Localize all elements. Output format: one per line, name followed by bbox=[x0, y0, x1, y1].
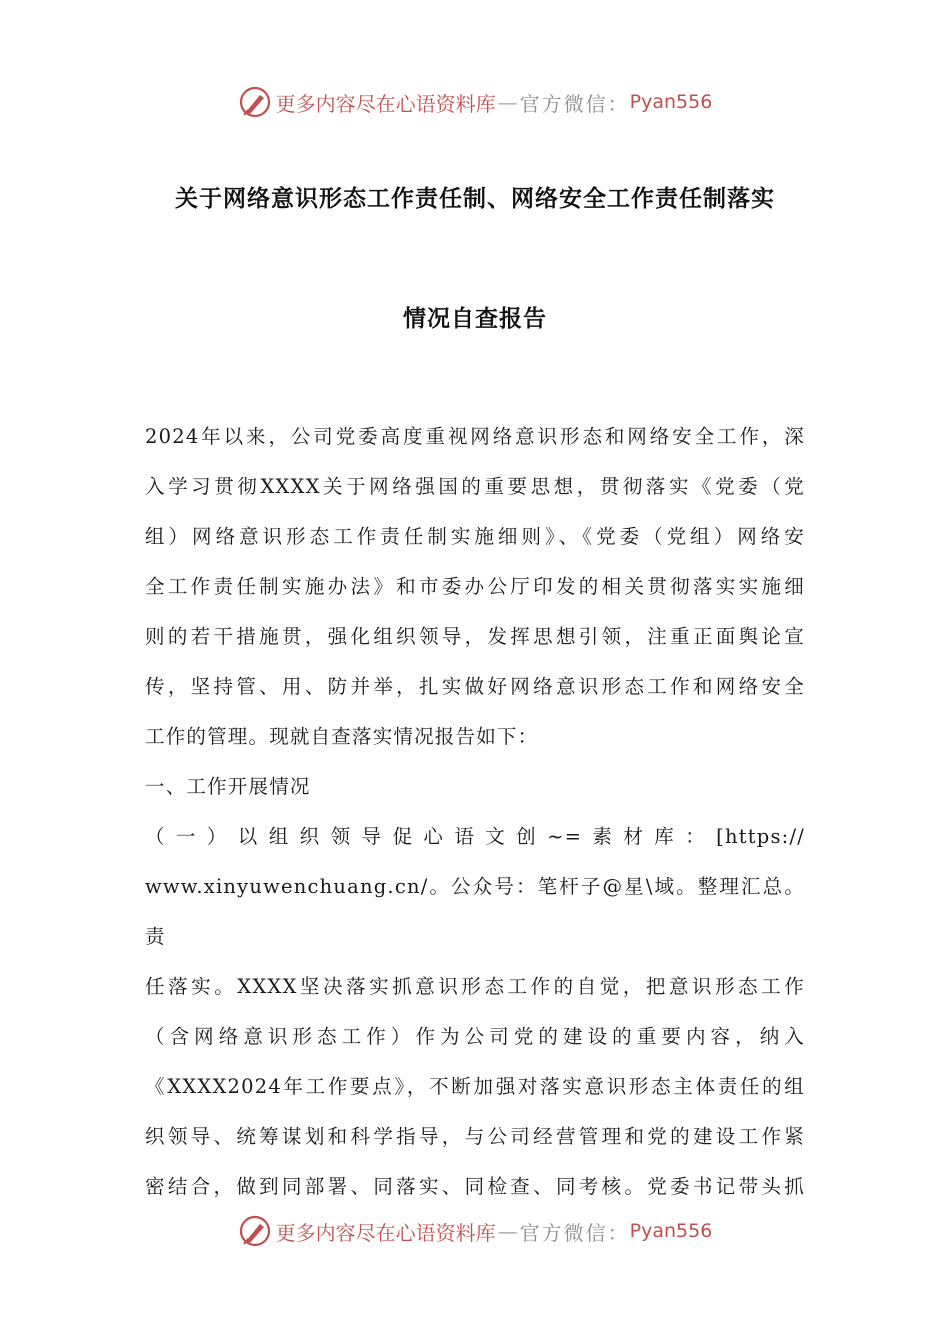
body-line: 织领导、统筹谋划和科学指导，与公司经营管理和党的建设工作紧 bbox=[145, 1125, 805, 1148]
body-line: 传，坚持管、用、防并举，扎实做好网络意识形态工作和网络安全 bbox=[145, 675, 805, 698]
watermark-text: 更多内容尽在心语资料库 bbox=[275, 91, 496, 116]
body-line: （含网络意识形态工作）作为公司党的建设的重要内容，纳入 bbox=[145, 1025, 805, 1048]
body-line: www.xinyuwenchuang.cn/。公众号：笔杆子@星\域。整理汇总。责 bbox=[145, 875, 805, 948]
body-line: 密结合，做到同部署、同落实、同检查、同考核。党委书记带头抓 bbox=[145, 1175, 805, 1198]
watermark-dash: — bbox=[497, 90, 518, 114]
watermark-dash: — bbox=[497, 1219, 518, 1243]
document-title-line1: 关于网络意识形态工作责任制、网络安全工作责任制落实 bbox=[175, 186, 775, 212]
body-line: 全工作责任制实施办法》和市委办公厅印发的相关贯彻落实实施细 bbox=[145, 575, 805, 598]
document-title-line2: 情况自查报告 bbox=[403, 306, 547, 332]
watermark-wechat-label: 官方微信： bbox=[519, 1220, 630, 1245]
watermark-wechat-id: Pyan556 bbox=[629, 1220, 713, 1242]
section-heading: 一、工作开展情况 bbox=[145, 775, 311, 798]
pen-logo-icon bbox=[238, 1214, 272, 1248]
body-line: 则的若干措施贯，强化组织领导，发挥思想引领，注重正面舆论宣 bbox=[145, 625, 805, 648]
document-body bbox=[145, 412, 805, 1212]
watermark-footer bbox=[0, 1211, 950, 1251]
watermark-wechat-id: Pyan556 bbox=[629, 91, 713, 113]
body-line: 工作的管理。现就自查落实情况报告如下： bbox=[145, 725, 539, 748]
watermark-text: 更多内容尽在心语资料库 bbox=[275, 1220, 496, 1245]
body-line: 《XXXX2024年工作要点》，不断加强对落实意识形态主体责任的组 bbox=[145, 1075, 805, 1098]
body-line: 入学习贯彻XXXX关于网络强国的重要思想，贯彻落实《党委（党 bbox=[145, 475, 805, 498]
pen-logo-icon bbox=[238, 85, 272, 119]
watermark-header bbox=[0, 82, 950, 122]
body-line: 组）网络意识形态工作责任制实施细则》、《党委（党组）网络安 bbox=[145, 525, 805, 548]
body-line: （一）以组织领导促心语文创~=素材库：[https:// bbox=[145, 825, 805, 848]
body-line: 2024年以来，公司党委高度重视网络意识形态和网络安全工作，深 bbox=[145, 425, 805, 448]
watermark-wechat-label: 官方微信： bbox=[519, 91, 630, 116]
body-line: 任落实。XXXX坚决落实抓意识形态工作的自觉，把意识形态工作 bbox=[145, 975, 805, 998]
